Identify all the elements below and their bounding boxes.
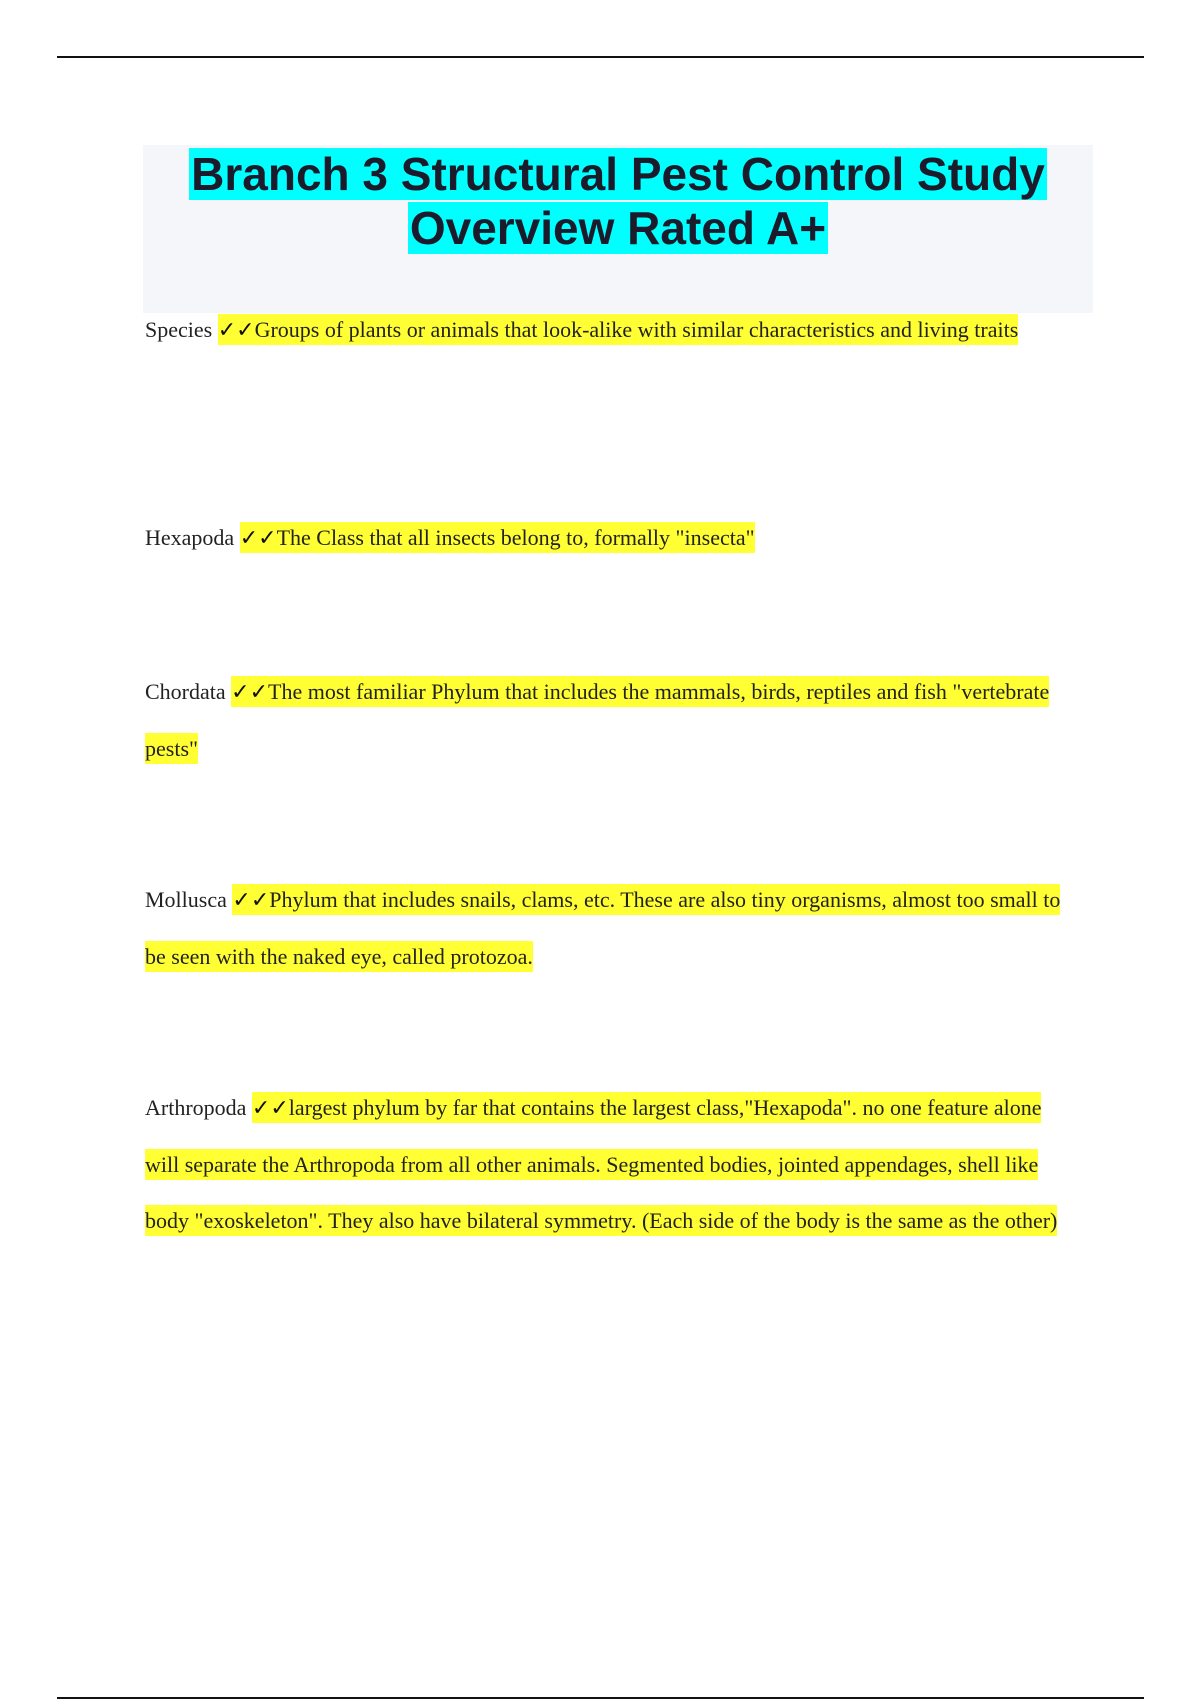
entry-definition (218, 314, 1019, 345)
entry-definition-text: largest phylum by far that contains the largest class,"Hexapoda". no one feature alone will separate the Arthropoda from all other animals. Segmented bodies, jointed appendages, shell like body "exoskeleton". They also have bilateral symmetry. (Each side of the body is the same as the other) (145, 1095, 1058, 1233)
entry-term: Arthropoda (145, 1095, 247, 1120)
entry-definition-text: Groups of plants or animals that look-alike with similar characteristics and living traits (254, 317, 1019, 342)
glossary-entry (145, 664, 1080, 777)
checkmark-icon: ✓✓ (217, 318, 255, 343)
glossary-entry (145, 302, 1080, 359)
entry-term: Chordata (145, 679, 226, 704)
title-block (143, 145, 1093, 313)
entry-definition (240, 522, 755, 553)
document-title-text: Branch 3 Structural Pest Control Study Overview Rated A+ (191, 148, 1045, 254)
entry-term: Mollusca (145, 887, 227, 912)
glossary-entry (145, 872, 1080, 985)
entry-definition (145, 1092, 1057, 1236)
checkmark-icon: ✓✓ (232, 888, 270, 913)
entry-definition-text: The most familiar Phylum that includes the mammals, birds, reptiles and fish "vertebrate pests" (145, 679, 1050, 761)
document-title (143, 145, 1093, 255)
entry-definition-text: The Class that all insects belong to, formally "insecta" (276, 525, 755, 550)
checkmark-icon: ✓✓ (251, 1096, 289, 1121)
entry-term: Hexapoda (145, 525, 235, 550)
glossary-entry (145, 510, 1080, 567)
entry-definition (145, 676, 1049, 764)
glossary-entry (145, 1080, 1080, 1249)
checkmark-icon: ✓✓ (239, 526, 277, 551)
header-rule (57, 56, 1144, 58)
entry-term: Species (145, 317, 213, 342)
footer-rule (57, 1697, 1144, 1699)
entry-definition-text: Phylum that includes snails, clams, etc. These are also tiny organisms, almost too small to be seen with the naked eye, called protozoa. (145, 887, 1061, 969)
checkmark-icon: ✓✓ (231, 680, 269, 705)
entry-definition (145, 884, 1060, 972)
